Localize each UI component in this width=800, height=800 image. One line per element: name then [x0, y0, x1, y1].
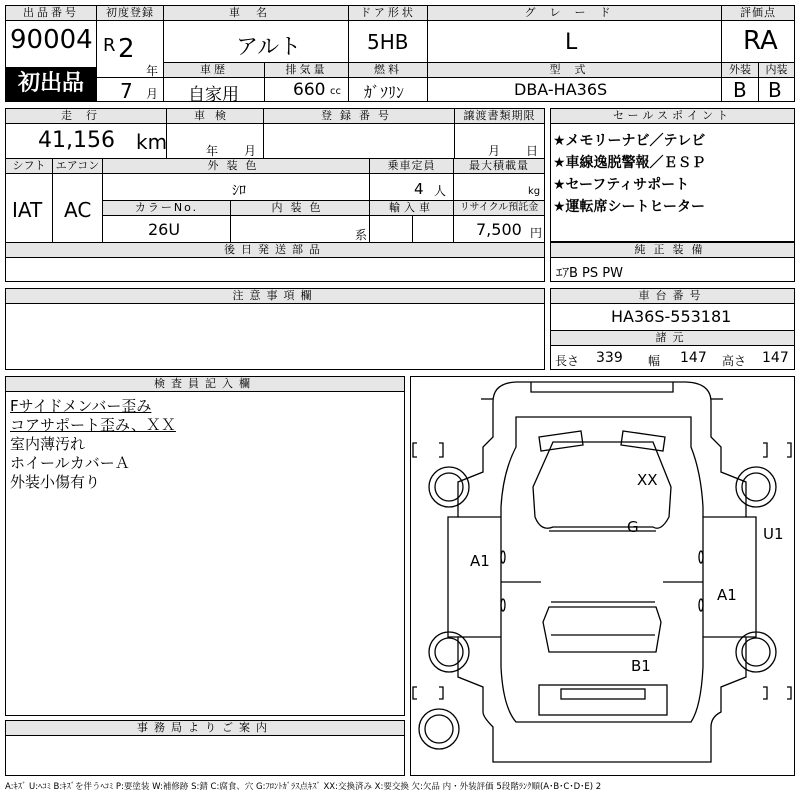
history-value: 自家用 — [188, 85, 239, 105]
aircon-label: エアコン — [53, 159, 102, 174]
notes-label: 注意事項欄 — [6, 289, 544, 304]
first-reg-label: 初度登録 — [97, 6, 163, 21]
chassis-label: 車台番号 — [551, 289, 794, 304]
ext-color-label: 外装色 — [103, 159, 369, 174]
transfer-label: 譲渡書類期限 — [455, 109, 544, 124]
fuel-value: ｶﾞｿﾘﾝ — [364, 83, 405, 102]
lot-no-label: 出品番号 — [6, 6, 96, 21]
legend: A:ｷｽﾞ U:ﾍｺﾐ B:ｷｽﾞを伴うﾍｺﾐ P:要塗装 W:補修跡 S:錆 C:腐食、穴 G:ﾌﾛﾝﾄｶﾞﾗｽ点ｷｽﾞ XX:交換済み X:要交換 欠:欠品 内・外装評価 5段階ﾗﾝｸ順(A･B･C･D･E) 2 — [5, 782, 602, 792]
inspector-label: 検査員記入欄 — [6, 377, 404, 392]
shift-value: IAT — [12, 198, 43, 222]
width-value: 147 — [680, 350, 707, 366]
shift-label: シフト — [6, 159, 52, 174]
recycle-label: リサイクル預託金 — [454, 201, 544, 216]
car-name-label: 車名 — [164, 6, 348, 21]
int-label: 内装 — [759, 63, 794, 78]
height-label: 高さ — [722, 354, 747, 368]
damage-mark: B1 — [631, 657, 651, 675]
int-color-label: 内装色 — [231, 201, 369, 216]
office-label: 事務局よりご案内 — [6, 721, 404, 736]
reg-month: 7 — [120, 79, 133, 103]
capacity-value: 4 — [414, 180, 424, 198]
mileage-label: 走行 — [6, 109, 166, 124]
grade-label: グレード — [428, 6, 721, 21]
length-label: 長さ — [555, 354, 580, 368]
model-label: 型式 — [428, 63, 721, 78]
history-label: 車歴 — [164, 63, 264, 78]
lot-no: 90004 — [10, 25, 93, 55]
door-value: 5HB — [367, 30, 409, 54]
capacity-label: 乗車定員 — [370, 159, 453, 174]
year-unit: 年 — [146, 64, 159, 78]
damage-mark: A1 — [470, 552, 490, 570]
score-value: RA — [743, 26, 778, 56]
transfer-day-unit: 日 — [526, 144, 539, 158]
sales-point-item: ★車線逸脱警報／ＥＳＰ — [553, 155, 706, 171]
era-prefix: R — [103, 35, 116, 56]
int-color-unit: 系 — [355, 228, 368, 242]
int-value: B — [768, 78, 782, 102]
grade-value: L — [565, 30, 578, 55]
width-label: 幅 — [648, 354, 661, 368]
ext-color-value: ｼﾛ — [232, 183, 246, 199]
recycle-value: 7,500 — [476, 220, 522, 239]
displacement-label: 排気量 — [265, 63, 348, 78]
later-parts-label: 後日発送部品 — [6, 243, 544, 258]
load-unit: kg — [528, 186, 541, 197]
damage-mark: A1 — [717, 586, 737, 604]
first-listing-badge: 初出品 — [6, 67, 96, 101]
capacity-unit: 人 — [434, 184, 447, 198]
color-no-value: 26U — [148, 220, 181, 239]
transfer-month-unit: 月 — [488, 144, 501, 158]
displacement-unit: cc — [330, 86, 341, 97]
sales-point-item: ★メモリーナビ／テレビ — [553, 133, 706, 149]
ext-value: B — [733, 78, 747, 102]
month-unit: 月 — [146, 87, 159, 101]
inspection-label: 車検 — [167, 109, 263, 124]
equipment-label: 純正装備 — [551, 243, 794, 258]
mileage-unit: km — [136, 130, 168, 154]
fuel-label: 燃料 — [349, 63, 427, 78]
inspector-line: 外装小傷有り — [10, 473, 101, 491]
inspector-line: 室内薄汚れ — [10, 435, 86, 453]
load-label: 最大積載量 — [454, 159, 544, 174]
chassis-value: HA36S-553181 — [611, 307, 732, 326]
reg-no-label: 登録番号 — [264, 109, 454, 124]
sales-point-item: ★セーフティサポート — [553, 177, 690, 193]
insp-year-unit: 年 — [206, 144, 219, 158]
recycle-unit: 円 — [530, 226, 543, 240]
reg-year: 2 — [118, 34, 135, 64]
dims-label: 諸元 — [551, 331, 794, 346]
ext-label: 外装 — [722, 63, 758, 78]
sales-points-label: セールスポイント — [551, 109, 794, 124]
inspector-line: Fサイドメンバー歪み — [10, 397, 152, 415]
car-name: アルト — [236, 35, 302, 60]
mileage-value: 41,156 — [38, 128, 115, 153]
door-label: ドア形状 — [349, 6, 427, 21]
inspector-line: コアサポート歪み、ＸＸ — [10, 416, 176, 434]
score-label: 評価点 — [722, 6, 794, 21]
damage-mark: XX — [637, 471, 658, 489]
length-value: 339 — [596, 350, 623, 366]
displacement-value: 660 — [293, 80, 326, 100]
insp-month-unit: 月 — [244, 144, 257, 158]
sales-point-item: ★運転席シートヒーター — [553, 199, 705, 215]
height-value: 147 — [762, 350, 789, 366]
damage-mark: G — [627, 518, 639, 536]
car-outline-diagram — [411, 377, 794, 775]
damage-mark: U1 — [763, 525, 784, 543]
model-value: DBA-HA36S — [514, 80, 608, 99]
import-label: 輸入車 — [370, 201, 453, 216]
aircon-value: AC — [64, 198, 92, 222]
equipment-value: ｴｱB PS PW — [556, 266, 623, 281]
inspector-line: ホイールカバーＡ — [10, 454, 130, 472]
damage-diagram — [410, 376, 795, 776]
color-no-label: カラーNo. — [103, 201, 230, 216]
